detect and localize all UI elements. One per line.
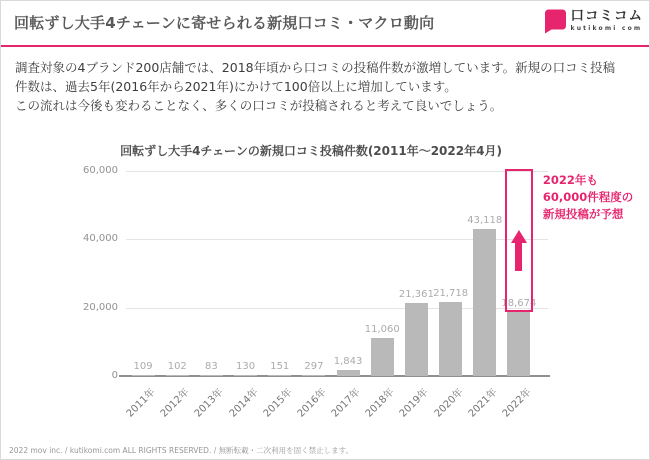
bar-value-label: 11,060	[364, 324, 400, 335]
gridline	[126, 171, 548, 172]
x-axis-label: 2022年	[500, 386, 534, 420]
bar-value-label: 21,361	[398, 289, 434, 300]
bar	[234, 375, 257, 376]
x-axis-label: 2012年	[159, 386, 192, 420]
bar-value-label: 109	[133, 361, 153, 372]
forecast-annotation-line: 60,000件程度の	[542, 190, 634, 204]
brand-tagline: kutikomi com	[570, 25, 643, 32]
forecast-annotation-line: 新規投稿が予想	[542, 207, 624, 221]
x-axis-label: 2018年	[364, 386, 397, 420]
bar	[302, 375, 325, 376]
intro-line: 調査対象の4ブランド200店舗では、2018年頃から口コミの投稿件数が激増しています。新規の口コミ投稿	[15, 60, 616, 75]
bar	[507, 312, 530, 376]
bar-value-label: 83	[205, 361, 218, 372]
bar	[200, 375, 223, 376]
bar	[371, 338, 394, 376]
x-axis-label: 2013年	[193, 386, 227, 420]
forecast-annotation	[543, 172, 633, 223]
x-axis-label: 2020年	[432, 386, 466, 420]
x-axis-label: 2019年	[398, 386, 432, 420]
x-axis-label: 2021年	[466, 386, 500, 420]
bar-value-label: 1,843	[333, 356, 363, 367]
bar-chart	[1, 1, 649, 459]
bar-value-label: 102	[167, 361, 187, 372]
page-title: 回転ずし大手4チェーンに寄せられる新規口コミ・マクロ動向	[14, 14, 435, 32]
bar-value-label: 297	[304, 361, 324, 372]
chart-title: 回転ずし大手4チェーンの新規口コミ投稿件数(2011年〜2022年4月)	[120, 144, 502, 158]
x-axis-label: 2014年	[227, 386, 261, 420]
bar	[439, 302, 462, 376]
bar	[132, 375, 155, 376]
bar-value-label: 151	[270, 361, 290, 372]
bar-value-label: 130	[236, 361, 256, 372]
x-axis-label: 2011年	[124, 386, 158, 420]
bar	[166, 375, 189, 376]
x-axis-label: 2015年	[261, 386, 295, 420]
y-axis-label: 20,000	[83, 301, 118, 313]
bar-value-label: 18,674	[501, 298, 537, 309]
intro-line: この流れは今後も変わることなく、多くの口コミが投稿されると考えて良いでしょう。	[15, 98, 503, 113]
up-arrow-head	[511, 230, 527, 243]
y-axis-label: 60,000	[83, 165, 118, 176]
up-arrow-stem	[515, 243, 522, 271]
bar-value-label: 43,118	[467, 215, 503, 226]
y-axis-label: 0	[111, 370, 118, 381]
y-axis-label: 40,000	[83, 233, 118, 245]
bar	[268, 375, 291, 376]
brand-name: 口コミコム	[570, 8, 643, 24]
bar	[405, 303, 428, 376]
footer-copyright: 2022 mov inc. / kutikomi.com ALL RIGHTS RESERVED. / 無断転載・二次利用を固く禁止します。	[9, 446, 354, 455]
forecast-annotation-line: 2022年も	[542, 173, 598, 187]
bar	[337, 370, 360, 376]
bar-value-label: 21,718	[433, 288, 469, 299]
x-axis-label: 2016年	[295, 386, 329, 420]
x-axis-label: 2017年	[329, 386, 363, 420]
intro-line: 件数は、過去5年(2016年から2021年)にかけて100倍以上に増加しています。	[15, 79, 457, 94]
up-arrow-icon	[511, 230, 527, 271]
